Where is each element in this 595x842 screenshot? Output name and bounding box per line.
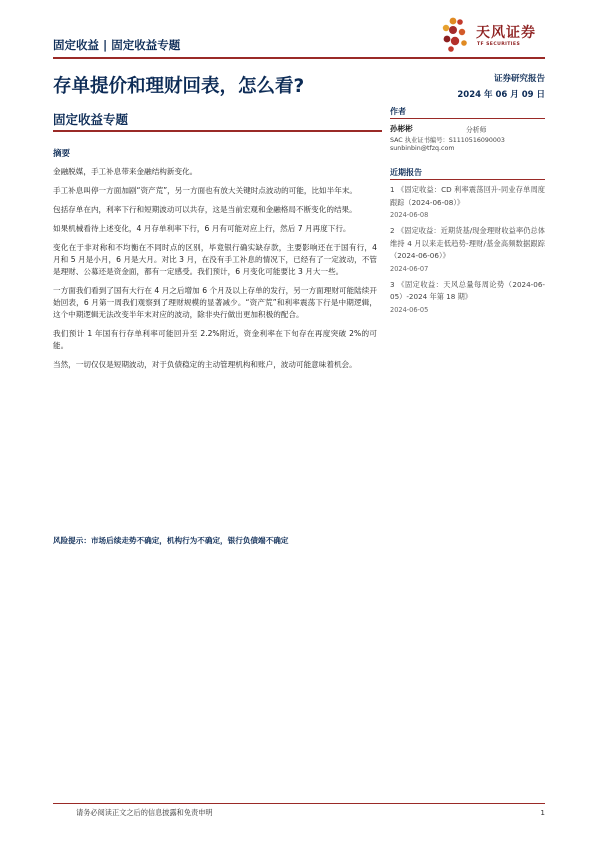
report-type: 证券研究报告 — [493, 74, 545, 84]
author-name: 孙彬彬 — [390, 124, 413, 133]
author-cert: SAC 执业证书编号：S1110516090003 — [390, 137, 505, 144]
header-subcategory-label: 固定收益专题 — [111, 38, 181, 52]
footer-disclaimer: 请务必阅读正文之后的信息披露和免责申明 — [76, 808, 213, 817]
author-heading: 作者 — [390, 107, 406, 116]
header-divider — [53, 57, 545, 59]
recent-report-item[interactable] — [390, 184, 545, 219]
logo-text-en: TF SECURITIES — [477, 42, 521, 47]
abstract-paragraph: 金融脱媒，手工补息带来金融结构新变化。 — [53, 167, 198, 176]
recent-report-title: 1 《固定收益：CD 利率震荡回升-同业存单周度跟踪（2024-06-08）》 — [390, 185, 545, 207]
recent-reports-divider — [390, 179, 545, 180]
abstract-paragraph: 包括存单在内，利率下行和短期波动可以共存，这是当前宏观和金融格局不断变化的结果。 — [53, 205, 357, 214]
recent-report-item[interactable] — [390, 225, 545, 273]
recent-reports-heading: 近期报告 — [390, 168, 422, 177]
subtitle-divider — [53, 130, 382, 132]
abstract-paragraph: 我们预计 1 年国有行存单利率可能回升至 2.2%附近，资金利率在下旬存在再度突破 2%的可能。 — [53, 329, 377, 350]
header-separator: | — [103, 38, 108, 52]
abstract-paragraph: 手工补息叫停一方面加剧“资产荒”，另一方面也有放大关键时点波动的可能，比如半年末。 — [53, 186, 358, 195]
abstract-body — [53, 166, 377, 378]
risk-note: 风险提示：市场后续走势不确定，机构行为不确定，银行负债端不确定 — [53, 536, 289, 545]
recent-report-title: 2 《固定收益：近期货基/现金理财收益率仍总体维持 4 月以来走低趋势-理财/基金高频数据跟踪（2024-06-06）》 — [390, 226, 545, 260]
report-date: 2024 年 06 月 09 日 — [457, 90, 545, 100]
author-email-link[interactable]: sunbinbin@tfzq.com — [390, 145, 455, 152]
recent-reports-list — [390, 184, 545, 320]
abstract-paragraph: 变化在于非对称和不均衡在不同时点的区别，毕竟银行确实缺存款，主要影响还在于国有行，4 月和 5 月是小月，6 月是大月。对比 3 月，在没有手工补息的情况下，已经有了一定波动，不管是理财、公募还是资金面，都有一定感受。我们预计，6 月变化可能要比 3 月大一些。 — [53, 243, 377, 276]
abstract-paragraph: 当然，一切仅仅是短期波动，对于负债稳定的主动管理机构和账户，波动可能意味着机会。 — [53, 360, 357, 369]
logo-text-cn: 天风证券 — [476, 25, 536, 41]
abstract-paragraph: 一方面我们看到了国有大行在 4 月之后增加 6 个月及以上存单的发行，另一方面理财可能陆续开始回表，6 月第一周我们观察到了理财规模的显著减少。“资产荒”和利率震荡下行是中期逻辑，这个中期逻辑无法改变半年末对应的波动，除非央行做出更加积极的配合。 — [53, 286, 377, 319]
abstract-heading: 摘要 — [53, 149, 71, 159]
report-subtitle: 固定收益专题 — [53, 112, 129, 127]
recent-report-date: 2024-06-05 — [390, 305, 429, 314]
report-title: 存单提价和理财回表，怎么看? — [53, 76, 305, 97]
header-category-label: 固定收益 — [53, 38, 99, 52]
header-category — [53, 37, 180, 53]
page-number: 1 — [540, 808, 545, 817]
recent-report-date: 2024-06-08 — [390, 211, 429, 219]
author-role: 分析师 — [466, 126, 487, 134]
footer-divider — [53, 803, 545, 804]
recent-report-item[interactable] — [390, 279, 545, 314]
company-logo — [440, 14, 550, 54]
abstract-paragraph: 如果机械看待上述变化，4 月存单利率下行，6 月有可能对应上行，然后 7 月再度下行。 — [53, 224, 351, 233]
recent-report-date: 2024-06-07 — [390, 264, 429, 273]
author-divider — [390, 118, 545, 119]
recent-report-title: 3 《固定收益：天风总量每周论势（2024-06-05）-2024 年第 18 期》 — [390, 279, 545, 301]
logo-mark-icon — [440, 14, 476, 54]
